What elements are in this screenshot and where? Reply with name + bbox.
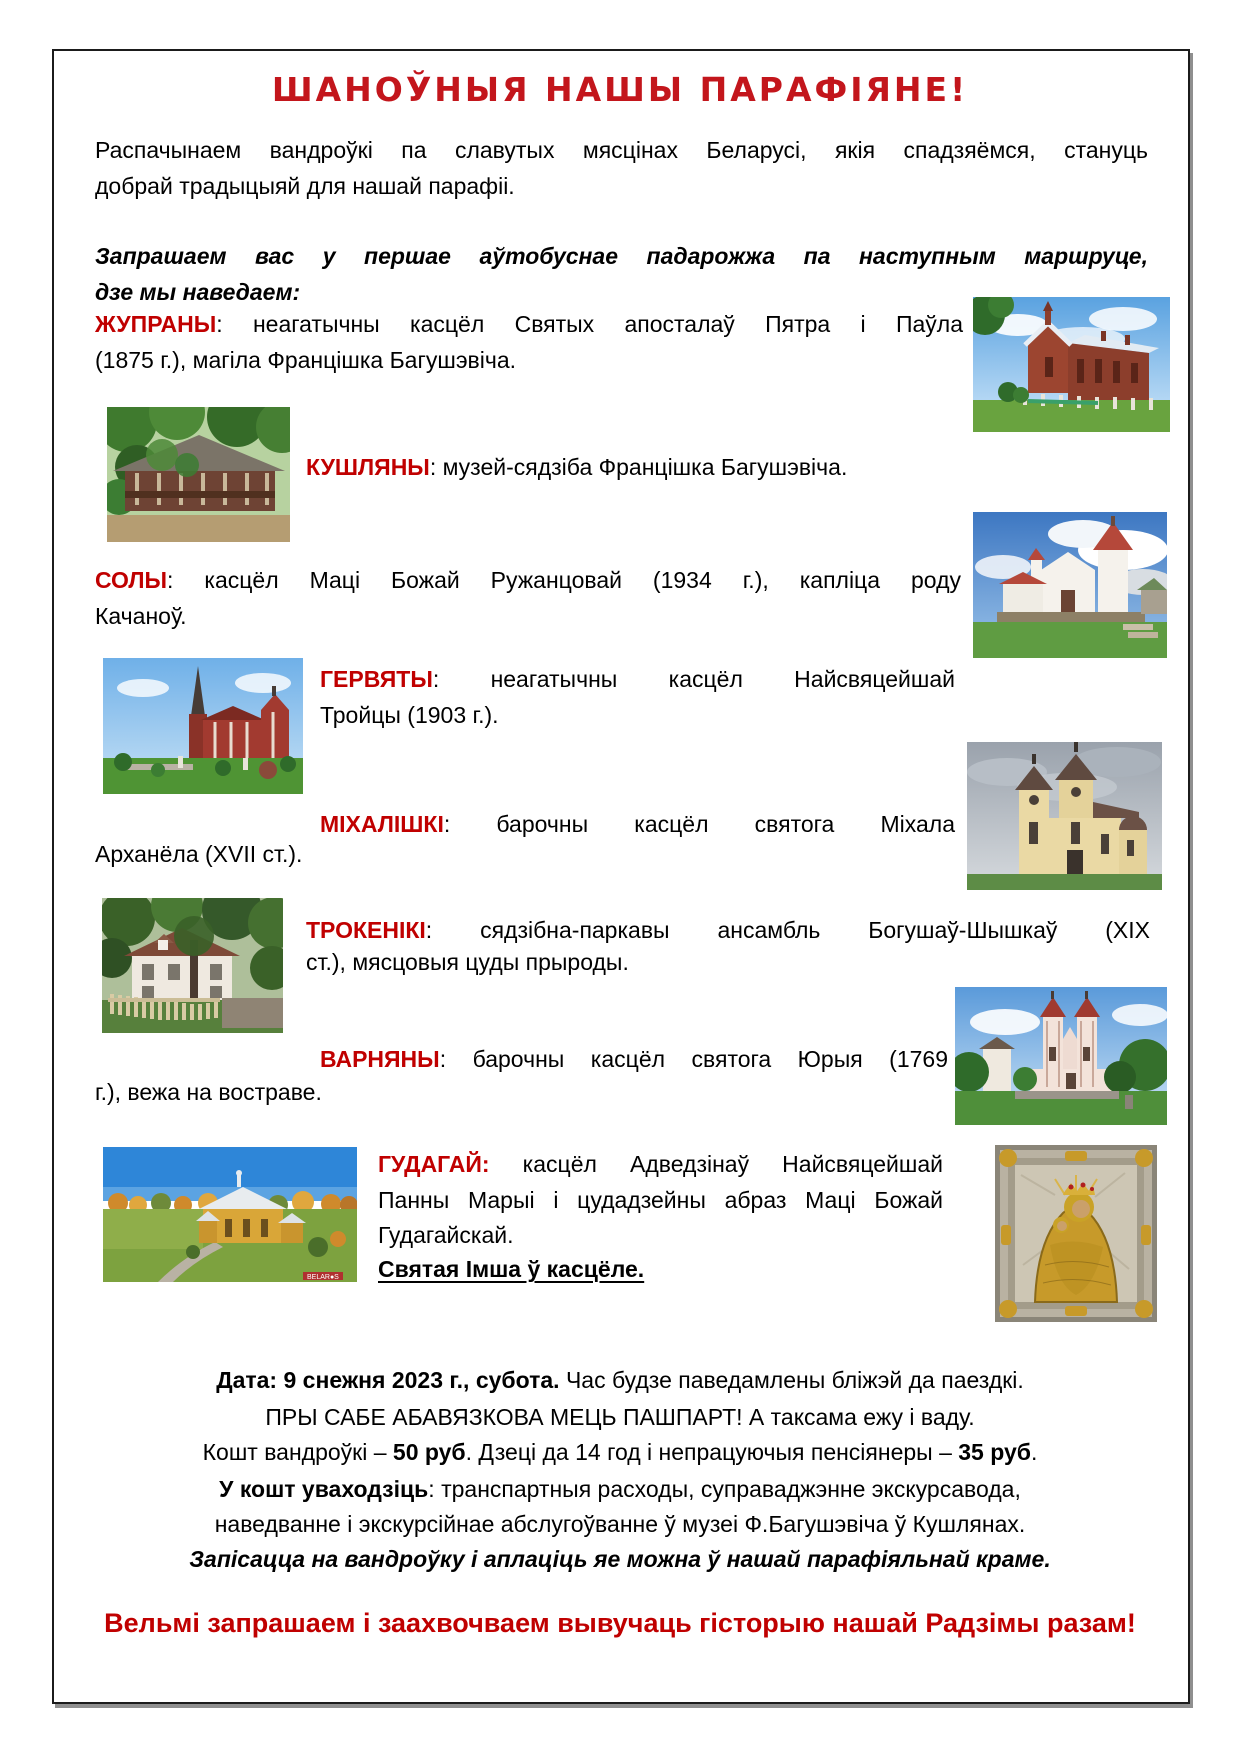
kushlyany-line xyxy=(306,449,847,485)
intro-line-1: Распачынаем вандроўкі па славутых мясцінах Беларусі, якія спадзяёмся, стануць xyxy=(95,137,1148,163)
footer-includes-rest: : транспартныя расходы, суправаджэнне экскурсавода, xyxy=(428,1476,1021,1502)
trokeniki-heading: ТРОКЕНІКІ xyxy=(306,917,426,943)
gervyaty-heading: ГЕРВЯТЫ xyxy=(320,666,433,692)
footer-cost-price-reduced: 35 руб xyxy=(958,1439,1031,1465)
varnyany-line-1 xyxy=(320,1041,948,1077)
trokeniki-line-2: ст.), мясцовыя цуды прыроды. xyxy=(306,949,629,975)
trokeniki-line-1 xyxy=(306,912,1150,948)
varnyany-church-illustration xyxy=(955,987,1167,1125)
intro-line-2: добрай традыцыяй для нашай парафіі. xyxy=(95,173,515,199)
footer-date-line xyxy=(52,1362,1188,1398)
photo-kushlyany-museum xyxy=(107,407,290,542)
varnyany-line-2: г.), вежа на востраве. xyxy=(95,1079,322,1105)
zhuprany-text-1: : неагатычны касцёл Святых апосталаў Пятра і Паўла xyxy=(216,311,963,337)
kushlyany-heading: КУШЛЯНЫ xyxy=(306,454,430,480)
page-title: ШАНОЎНЫЯ НАШЫ ПАРАФІЯНЕ! xyxy=(271,70,969,109)
soly-line-1 xyxy=(95,562,961,598)
footer-cost-line xyxy=(52,1434,1188,1470)
kushlyany-museum-illustration xyxy=(107,407,290,542)
svg-text:BELAR●S: BELAR●S xyxy=(307,1274,339,1281)
zhuprany-line-1 xyxy=(95,306,963,342)
mikhalishki-line-1 xyxy=(320,806,955,842)
varnyany-text-1: : барочны касцёл святога Юрыя (1769 xyxy=(439,1046,948,1072)
soly-heading: СОЛЫ xyxy=(95,567,168,593)
photo-gervyaty-church xyxy=(103,658,303,794)
soly-church-illustration xyxy=(973,512,1167,658)
gervyaty-line-1 xyxy=(320,661,955,697)
zhuprany-line-2: (1875 г.), магіла Францішка Багушэвіча. xyxy=(95,347,517,373)
gudagai-line-2: Панны Марыі і цудадзейны абраз Маці Божай xyxy=(378,1187,943,1213)
photo-trokeniki-manor xyxy=(102,898,283,1033)
footer-includes-line-2: наведванне і экскурсійнае абслугоўванне ў музеі Ф.Багушэвіча ў Кушлянах. xyxy=(214,1511,1026,1537)
photo-gudagai-icon xyxy=(995,1145,1157,1322)
trokeniki-text-1: : сядзібна-паркавы ансамбль Богушаў-Шышкаў (XIX xyxy=(425,917,1150,943)
gudagai-line-3: Гудагайскай. xyxy=(378,1222,514,1248)
zhuprany-heading: ЖУПРАНЫ xyxy=(95,311,217,337)
footer-cost-pre: Кошт вандроўкі – xyxy=(202,1439,393,1465)
photo-zhuprany-church xyxy=(973,297,1170,432)
mikhalishki-text-1: : барочны касцёл святога Міхала xyxy=(443,811,955,837)
soly-text-1: : касцёл Маці Божай Ружанцовай (1934 г.), капліца роду xyxy=(167,567,961,593)
footer-cost-price-adult: 50 руб xyxy=(392,1439,466,1465)
invite-line-2: дзе мы наведаем: xyxy=(95,279,301,305)
varnyany-heading: ВАРНЯНЫ xyxy=(320,1046,440,1072)
gervyaty-text-1: : неагатычны касцёл Найсвяцейшай xyxy=(432,666,955,692)
photo-soly-church xyxy=(973,512,1167,658)
gudagai-church-illustration xyxy=(103,1147,357,1282)
footer-signup-line: Запісацца на вандроўку і аплаціць яе можна ў нашай парафіяльнай краме. xyxy=(189,1546,1051,1572)
footer-includes-line-1 xyxy=(52,1471,1188,1507)
invite-line-1: Запрашаем вас у першае аўтобуснае падарожжа па наступным маршруце, xyxy=(95,243,1148,269)
closing-invitation: Вельмі запрашаем і заахвочваем вывучаць гісторыю нашай Радзімы разам! xyxy=(104,1608,1136,1638)
footer-cost-end: . xyxy=(1030,1439,1038,1465)
footer-includes-bold: У кошт уваходзіць xyxy=(219,1476,429,1502)
gervyaty-line-2: Тройцы (1903 г.). xyxy=(320,702,499,728)
photo-varnyany-church xyxy=(955,987,1167,1125)
gudagai-heading: ГУДАГАЙ: xyxy=(378,1151,490,1177)
mikhalishki-heading: МІХАЛІШКІ xyxy=(320,811,444,837)
gudagai-text-1: касцёл Адведзінаў Найсвяцейшай xyxy=(489,1151,943,1177)
trokeniki-manor-illustration xyxy=(102,898,283,1033)
photo-mikhalishki-church xyxy=(967,742,1162,890)
photo-gudagai-church xyxy=(103,1147,357,1282)
gudagai-mass-note: Святая Імша ў касцёле. xyxy=(378,1256,645,1282)
soly-line-2: Качаноў. xyxy=(95,603,187,629)
mikhalishki-church-illustration xyxy=(967,742,1162,890)
gervyaty-church-illustration xyxy=(103,658,303,794)
mikhalishki-line-2: Арханёла (XVII ст.). xyxy=(95,841,303,867)
footer-passport-line: ПРЫ САБЕ АБАВЯЗКОВА МЕЦЬ ПАШПАРТ! А таксама ежу і ваду. xyxy=(265,1404,975,1430)
footer-cost-mid: . Дзеці да 14 год і непрацуючыя пенсіянеры – xyxy=(465,1439,959,1465)
gudagai-line-1 xyxy=(378,1146,943,1182)
footer-date-bold: Дата: 9 снежня 2023 г., субота. xyxy=(216,1367,560,1393)
footer-date-rest: Час будзе паведамлены бліжэй да паездкі. xyxy=(559,1367,1024,1393)
kushlyany-text: : музей-сядзіба Францішка Багушэвіча. xyxy=(429,454,848,480)
zhuprany-church-illustration xyxy=(973,297,1170,432)
gudagai-icon-illustration xyxy=(995,1145,1157,1322)
